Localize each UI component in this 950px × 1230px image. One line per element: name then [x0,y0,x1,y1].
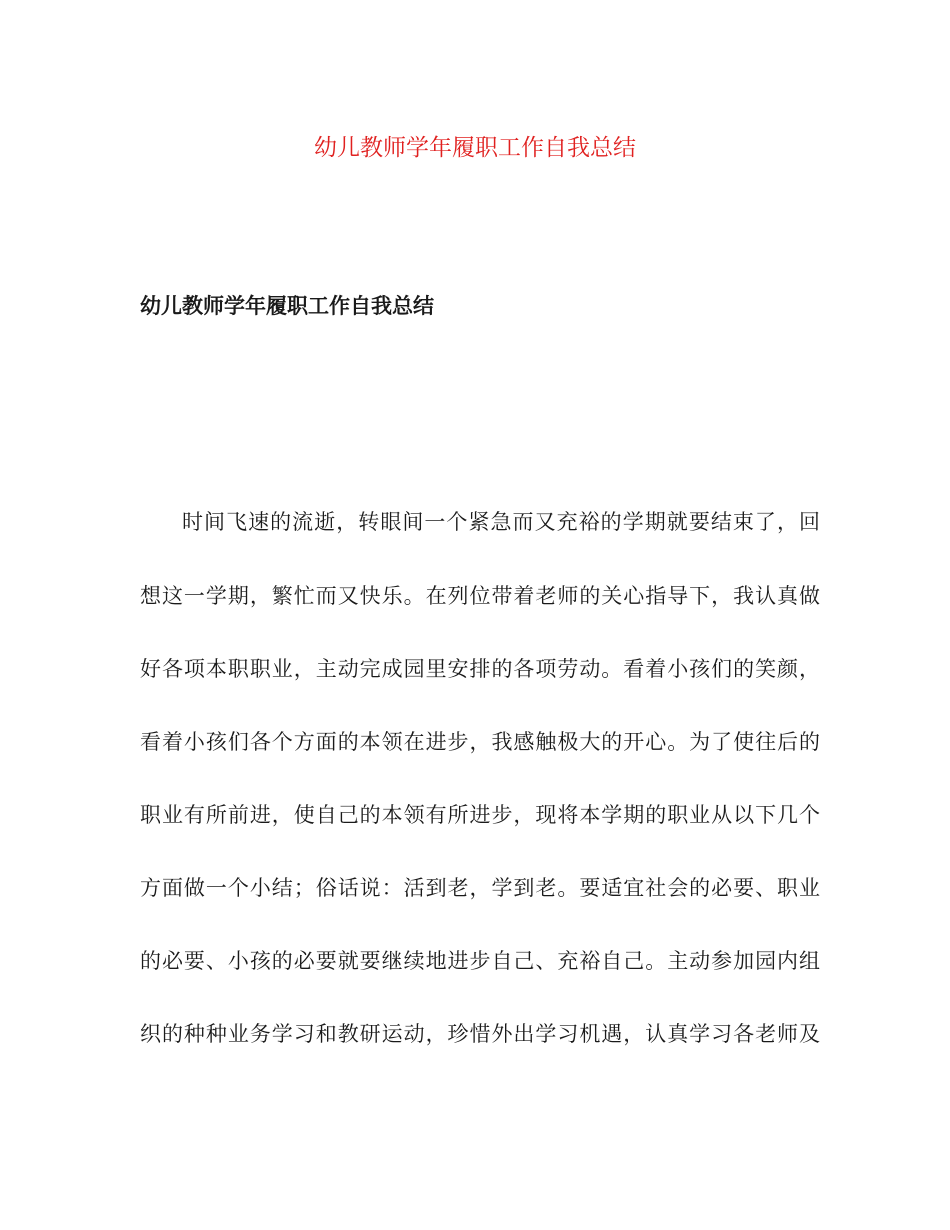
paragraph-line: 时间飞速的流逝，转眼间一个紧急而又充裕的学期就要结束了，回 [182,510,820,534]
paragraph-line: 看着小孩们各个方面的本领在进步，我感触极大的开心。为了使往后的 [140,730,820,754]
document-subtitle: 幼儿教师学年履职工作自我总结 [140,293,434,318]
paragraph-line: 职业有所前进，使自己的本领有所进步，现将本学期的职业从以下几个 [140,803,820,827]
paragraph-line: 方面做一个小结；俗话说：活到老，学到老。要适宜社会的必要、职业 [140,876,820,900]
document-title: 幼儿教师学年履职工作自我总结 [314,135,636,161]
paragraph-line: 织的种种业务学习和教研运动，珍惜外出学习机遇，认真学习各老师及 [140,1022,820,1046]
paragraph-line: 好各项本职职业，主动完成园里安排的各项劳动。看着小孩们的笑颜， [140,657,820,681]
paragraph-line: 想这一学期，繁忙而又快乐。在列位带着老师的关心指导下，我认真做 [140,584,820,608]
paragraph-line: 的必要、小孩的必要就要继续地进步自己、充裕自己。主动参加园内组 [140,949,820,973]
